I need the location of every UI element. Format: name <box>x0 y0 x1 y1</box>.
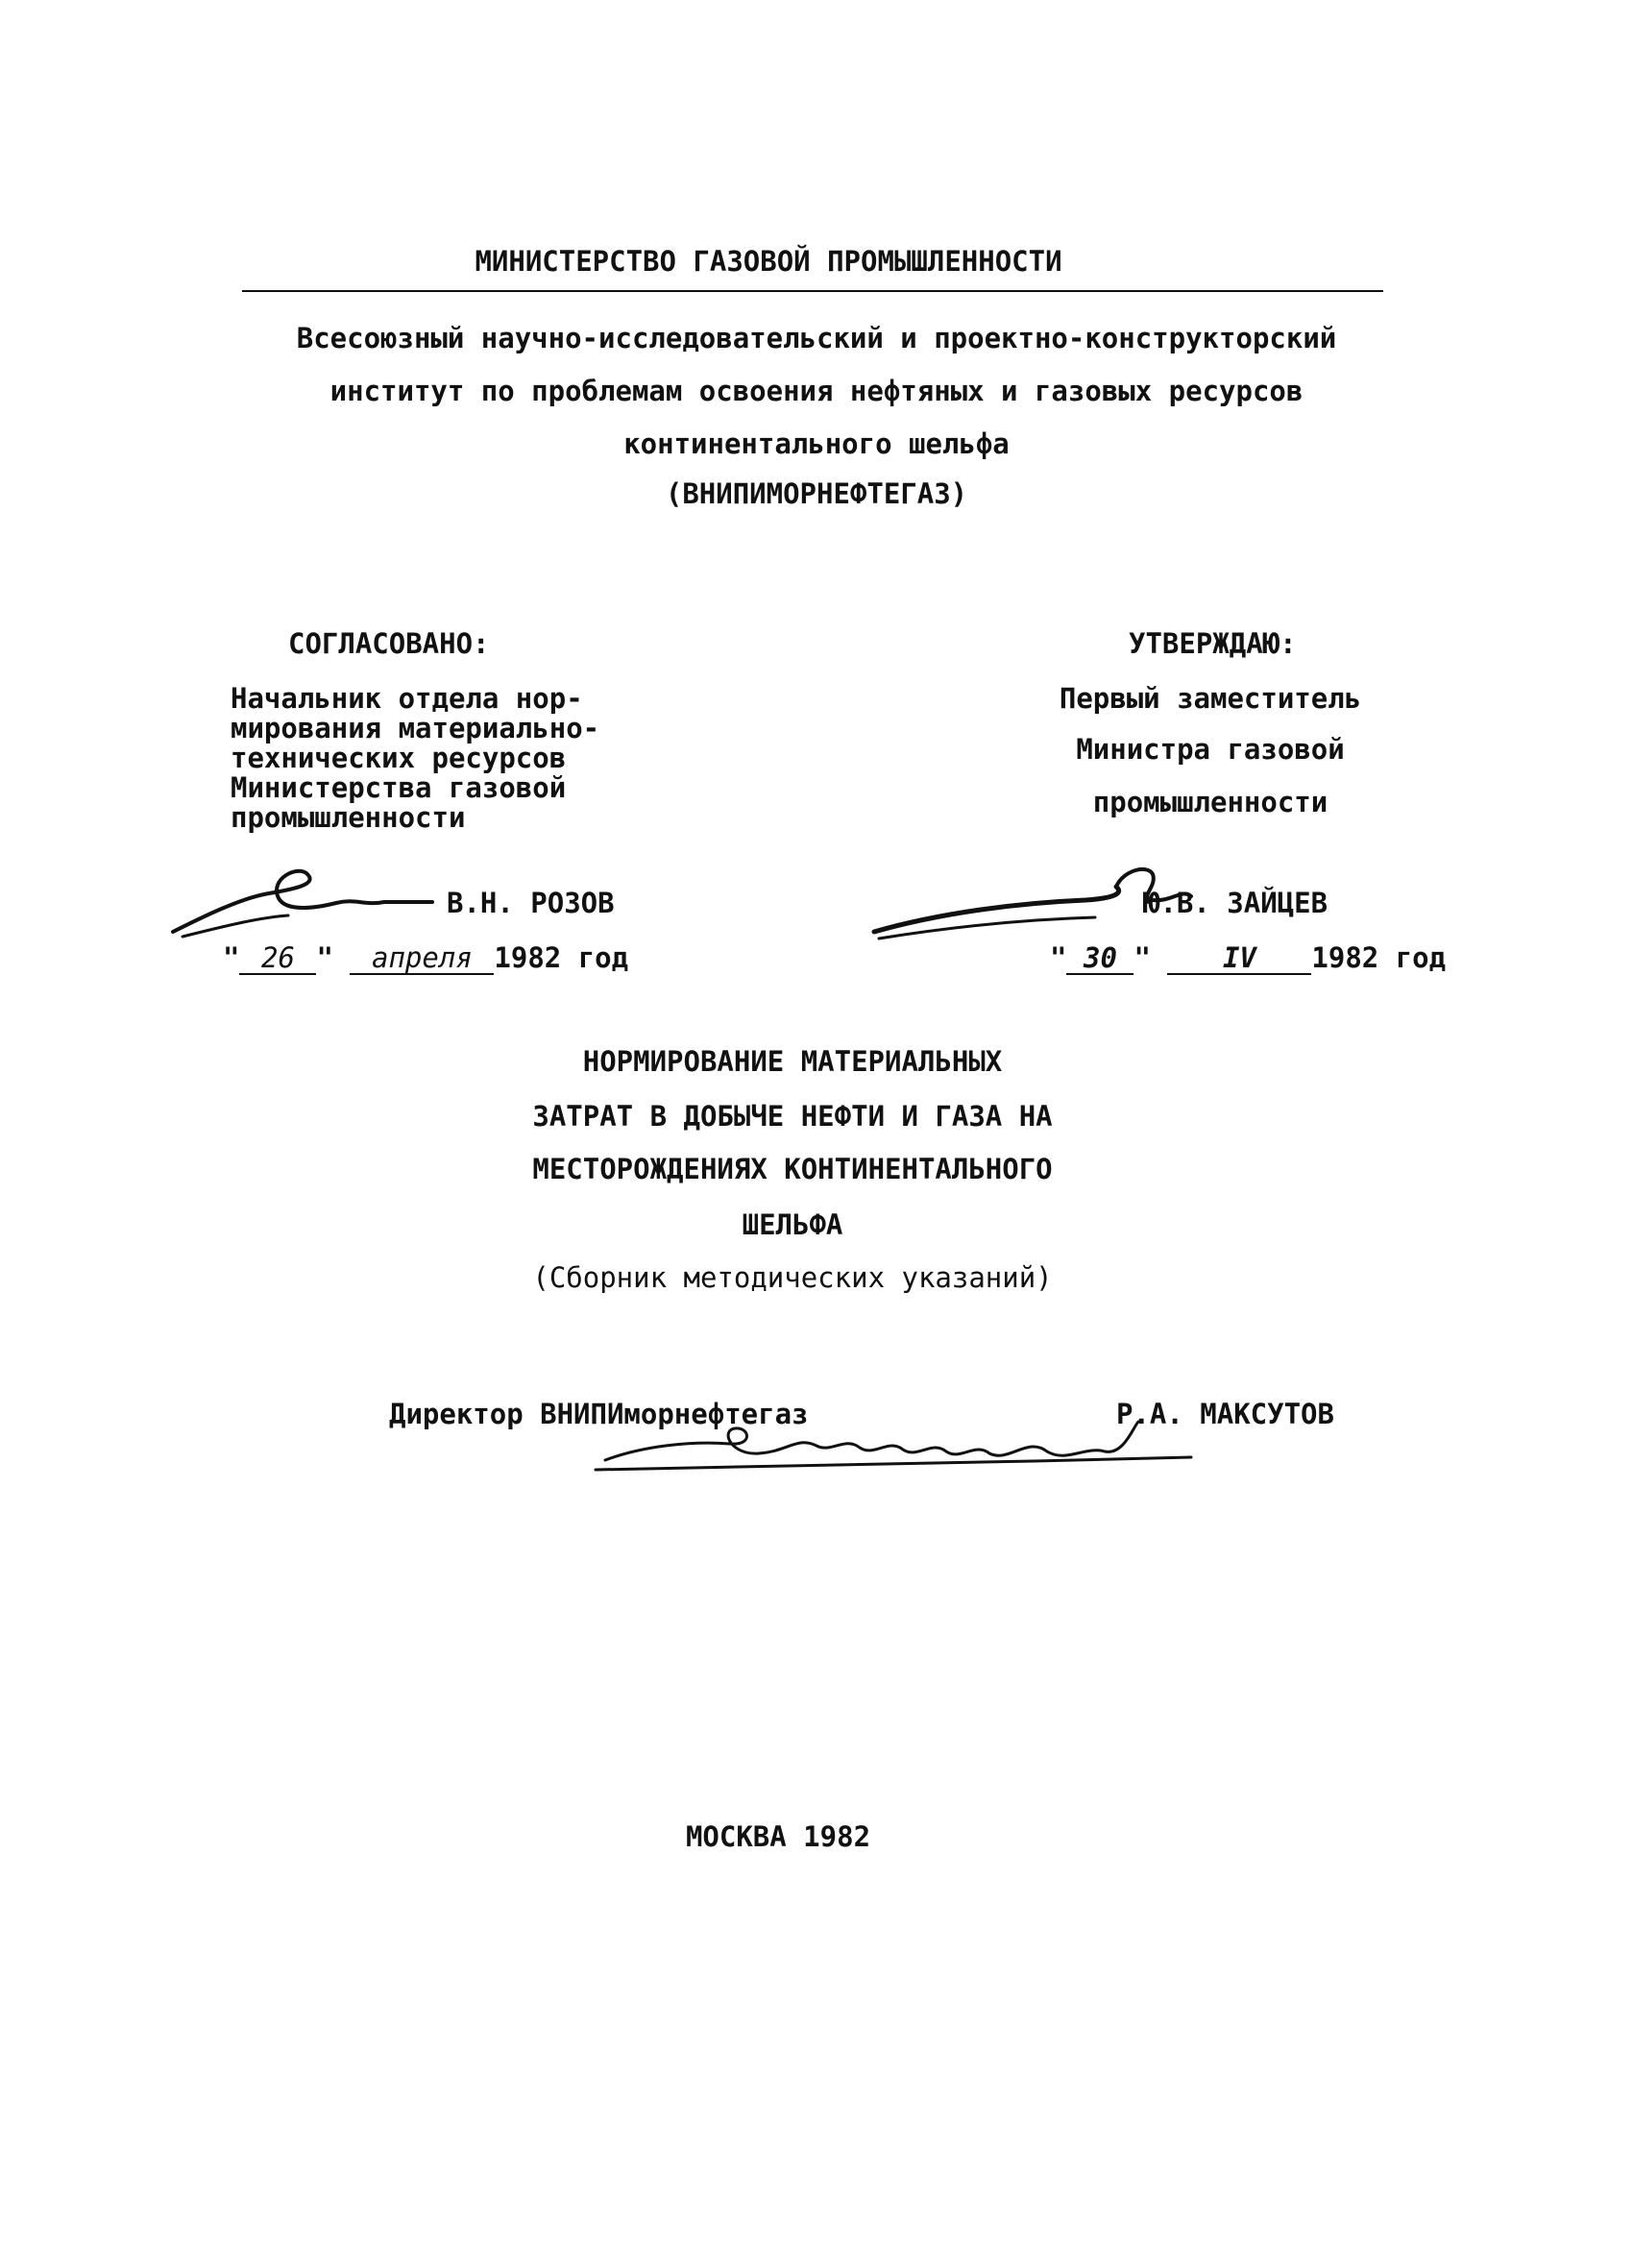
institute-line-2: институт по проблемам освоения нефтяных и газовых ресурсов <box>329 375 1304 407</box>
approved-signature <box>865 860 1230 946</box>
document-title-line-4: ШЕЛЬФА <box>742 1208 843 1241</box>
approved-date <box>1050 943 1446 975</box>
approved-position-line-3: промышленности <box>1092 786 1328 818</box>
header-rule <box>242 290 1383 292</box>
approved-date-month: IV <box>1167 943 1311 975</box>
document-subtitle: (Сборник методических указаний) <box>532 1261 1053 1294</box>
director-name: Р.А. МАКСУТОВ <box>1116 1398 1334 1430</box>
approved-position-line-1: Первый заместитель <box>1059 682 1362 715</box>
director-title: Директор ВНИПИморнефтегаз <box>389 1398 809 1430</box>
ministry-heading: МИНИСТЕРСТВО ГАЗОВОЙ ПРОМЫШЛЕННОСТИ <box>475 245 1062 278</box>
agreed-position: Начальник отдела нор- мирования материально- технических ресурсов Министерства газовой промышленности <box>231 682 600 834</box>
director-signature <box>586 1417 1201 1484</box>
document-title-line-3: МЕСТОРОЖДЕНИЯХ КОНТИНЕНТАЛЬНОГО <box>532 1153 1053 1185</box>
approved-date-quote-close: " <box>1133 941 1151 974</box>
approved-signatory-name: Ю.В. ЗАЙЦЕВ <box>1143 887 1328 919</box>
agreed-signatory-name: В.Н. РОЗОВ <box>447 887 615 919</box>
approved-position-line-2: Министра газовой <box>1076 733 1345 766</box>
approved-date-quote-open: " <box>1050 941 1067 974</box>
agreed-heading: СОГЛАСОВАНО: <box>288 627 490 660</box>
approved-heading: УТВЕРЖДАЮ: <box>1129 627 1297 660</box>
approved-date-year: 1982 год <box>1311 941 1447 974</box>
institute-line-1: Всесоюзный научно-исследовательский и проектно-конструкторский <box>296 322 1337 354</box>
document-title-line-1: НОРМИРОВАНИЕ МАТЕРИАЛЬНЫХ <box>582 1045 1003 1078</box>
agreed-date-quote-open: " <box>223 941 240 974</box>
institute-line-3: континентального шельфа <box>623 427 1010 460</box>
agreed-signature <box>163 860 451 946</box>
agreed-date-quote-close: " <box>316 941 333 974</box>
approved-date-day: 30 <box>1066 943 1133 975</box>
institute-abbreviation: (ВНИПИМОРНЕФТЕГАЗ) <box>665 477 968 510</box>
document-title-line-2: ЗАТРАТ В ДОБЫЧЕ НЕФТИ И ГАЗА НА <box>532 1100 1053 1133</box>
city-year: МОСКВА 1982 <box>685 1820 871 1853</box>
agreed-date-day: 26 <box>239 943 316 975</box>
agreed-date <box>223 943 628 975</box>
agreed-date-year: 1982 год <box>494 941 629 974</box>
agreed-date-month: апреля <box>350 943 494 975</box>
